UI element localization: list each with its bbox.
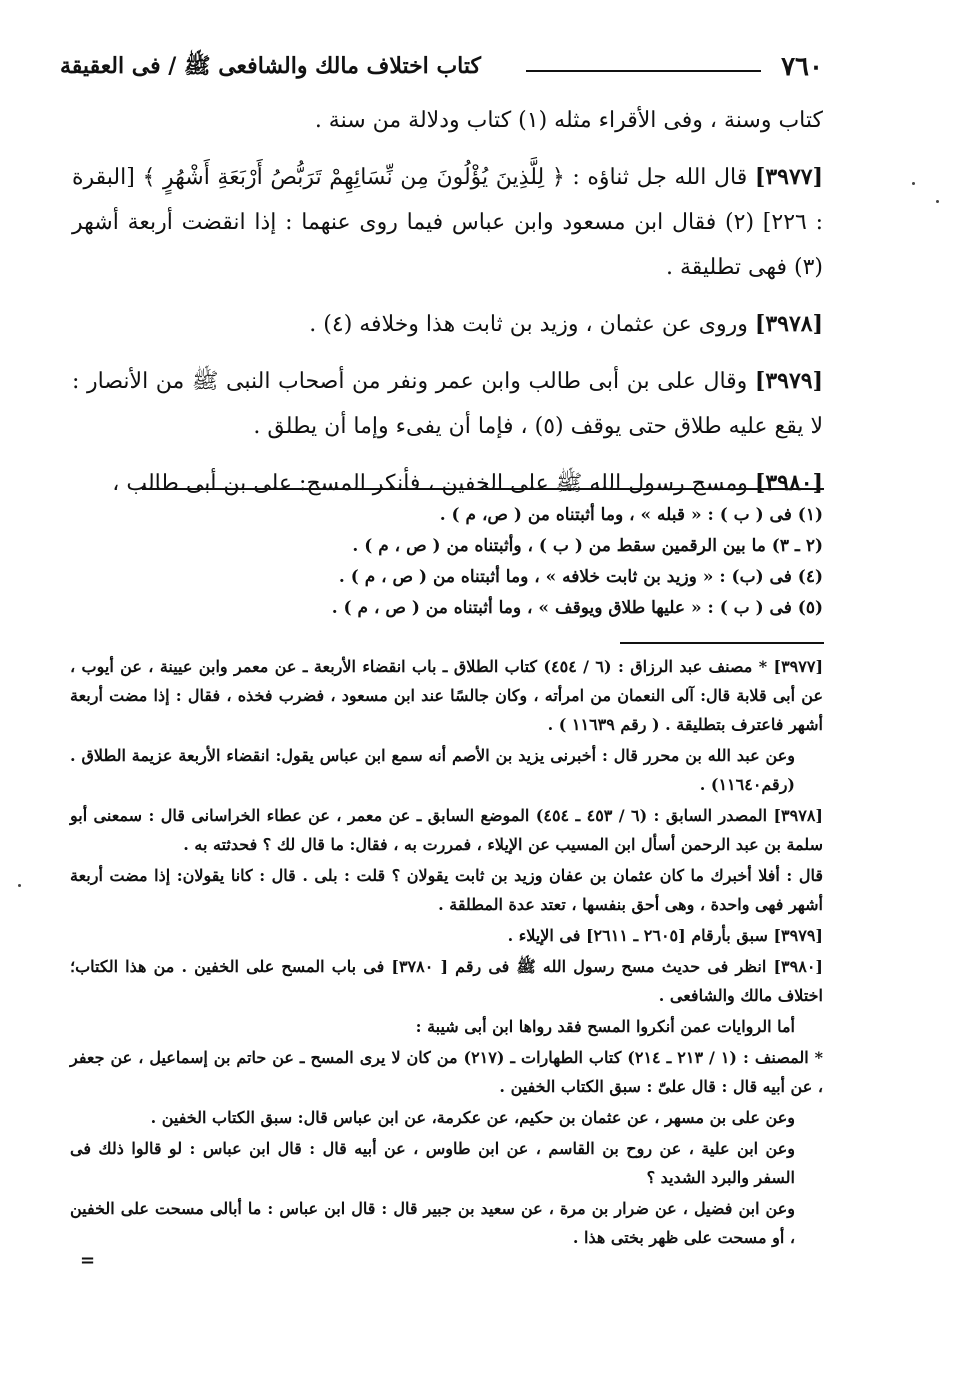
commentary-entry: أما الروايات عمن أنكروا المسح فقد رواها ابن أبى شيبة : (415, 1017, 795, 1036)
footnote-divider (142, 488, 824, 490)
commentary-entry: وعن ابن علية ، عن روح بن القاسم ، عن ابن طاوس ، عن أبيه قال : قال ابن عباس : لو قالوا ذلك فى السفر والبرد الشديد ؟ (70, 1139, 795, 1187)
paragraph-text: ومسح رسول الله ﷺ على الخفين ، فأنكر المسح: على بن أبى طالب ، (112, 471, 748, 496)
footnote-item: (١) فى ( ب ) : « قبله » ، وما أثبتناه من ( ص، م ) . (439, 505, 823, 525)
paragraph-text: قال الله جل ثناؤه : ﴿ لِلَّذِينَ يُؤْلُونَ مِن نِّسَائِهِمْ تَرَبُّصُ أَرْبَعَةِ أَشْهُرٍ ﴾ [البقرة : ٢٢٦] (٢) فقال ابن مسعود وابن عباس فيما روى عنهما : إذا انقضت أربعة أشهر (٣) فهى تطليقة . (72, 165, 824, 280)
commentary-entry: [٣٩٧٧] * مصنف عبد الرزاق : (٦ / ٤٥٤) كتاب الطلاق ـ باب انقضاء الأربعة ـ عن معمر وابن عيينة ، عن أيوب ، عن أبى قلابة قال: آلى النعمان من امرأته ، وكان جالسًا عند ابن مسعود ، فضرب فخذه ، فقال : إذا مضت أربعة أشهر فاعترف بتطليقة . ( رقم ١١٦٣٩ ) . (70, 657, 824, 734)
commentary-entry: قال : أفلا أخبرك ما كان عثمان بن عفان وزيد بن ثابت يقولان ؟ قلت : بلى . قال : كانا يقولان: إذا مضت أربعة أشهر فهى واحدة ، وهى أحق بنفسها ، تعتد عدة المطلقة . (70, 866, 823, 914)
header-rule (526, 70, 761, 72)
footnotes (142, 500, 823, 624)
commentary-entry: وعن عبد الله بن محرر قال : أخبرنى يزيد بن الأصم أنه سمع ابن عباس يقول: انقضاء الأربعة عزيمة الطلاق . (رقم١١٦٤٠) . (70, 746, 795, 794)
commentary-entry: * المصنف : (١ / ٢١٣ ـ ٢١٤) كتاب الطهارات ـ (٢١٧) من كان لا يرى المسح ـ عن حاتم بن إسماعيل ، عن جعفر ، عن أبيه قال : قال علىّ : سبق الكتاب الخفين . (70, 1048, 824, 1096)
scan-speck (912, 182, 915, 185)
paragraph-3979 (72, 359, 823, 449)
scan-speck (18, 884, 21, 887)
footnote-item: (٥) فى ( ب ) : « عليها طلاق ويوقف » ، وما أثبتناه من ( ص ، م ) . (331, 598, 823, 618)
scan-speck (936, 200, 939, 203)
commentary (70, 652, 823, 1254)
continuation-mark: = (80, 1250, 96, 1271)
paragraph-3978 (72, 302, 823, 347)
paragraph-text: وقال على بن أبى طالب وابن عمر ونفر من أصحاب النبى ﷺ من الأنصار : لا يقع عليه طلاق حتى يوقف (٥) ، فإما أن يفىء وإما أن يطلق . (72, 369, 823, 439)
page-number: ٧٦٠ (781, 52, 823, 82)
commentary-entry: وعن ابن فضيل ، عن ضرار بن مرة ، عن سعيد بن جبير قال : قال ابن عباس : ما أبالى مسحت على الخفين ، أو مسحت على ظهر بختى هذا . (70, 1199, 796, 1247)
paragraph-number: [٣٩٨٠] (754, 470, 823, 496)
paragraph-intro: كتاب وسنة ، وفى الأقراء مثله (١) كتاب ودلالة من سنة . (314, 108, 823, 133)
commentary-entry: وعن على بن مسهر ، عن عثمان بن حكيم، عن عكرمة، عن ابن عباس قال: سبق الكتاب الخفين . (150, 1108, 795, 1127)
commentary-entry: [٣٩٨٠] انظر فى حديث مسح رسول الله ﷺ فى رقم [ ٣٧٨٠] فى باب المسح على الخفين . من هذا الكتاب؛ اختلاف مالك والشافعى . (70, 957, 823, 1005)
footnote-item: (٤) فى (ب) : « وزيد بن ثابت خلافه » ، وما أثبتناه من ( ص ، م ) . (338, 567, 823, 587)
main-text (72, 98, 823, 518)
commentary-entry: [٣٩٧٩] سبق بأرقام [٢٦٠٥ ـ ٢٦١١] فى الإيلاء . (507, 926, 823, 945)
commentary-divider (620, 642, 824, 644)
paragraph-number: [٣٩٧٩] (754, 368, 823, 394)
footnote-item: (٢ ـ ٣) ما بين الرقمين سقط من ( ب ) ، وأثبتناه من ( ص ، م ) . (352, 536, 823, 556)
paragraph-3977 (72, 155, 823, 290)
paragraph-number: [٣٩٧٨] (754, 311, 823, 337)
commentary-entry: [٣٩٧٨] المصدر السابق : (٦ / ٤٥٣ ـ ٤٥٤) الموضع السابق ـ عن معمر ، عن عطاء الخراسانى قال : سمعنى أبو سلمة بن عبد الرحمن أسأل ابن المسيب عن الإيلاء ، فمررت به ، فقال: ما قال لك ؟ فحدثته به . (70, 806, 823, 854)
page-header (60, 48, 823, 88)
running-title: كتاب اختلاف مالك والشافعى ﷺ / فى العقيقة (60, 53, 481, 79)
paragraph-number: [٣٩٧٧] (754, 164, 823, 190)
paragraph-text: وروى عن عثمان ، وزيد بن ثابت هذا وخلافه (٤) . (309, 312, 748, 337)
